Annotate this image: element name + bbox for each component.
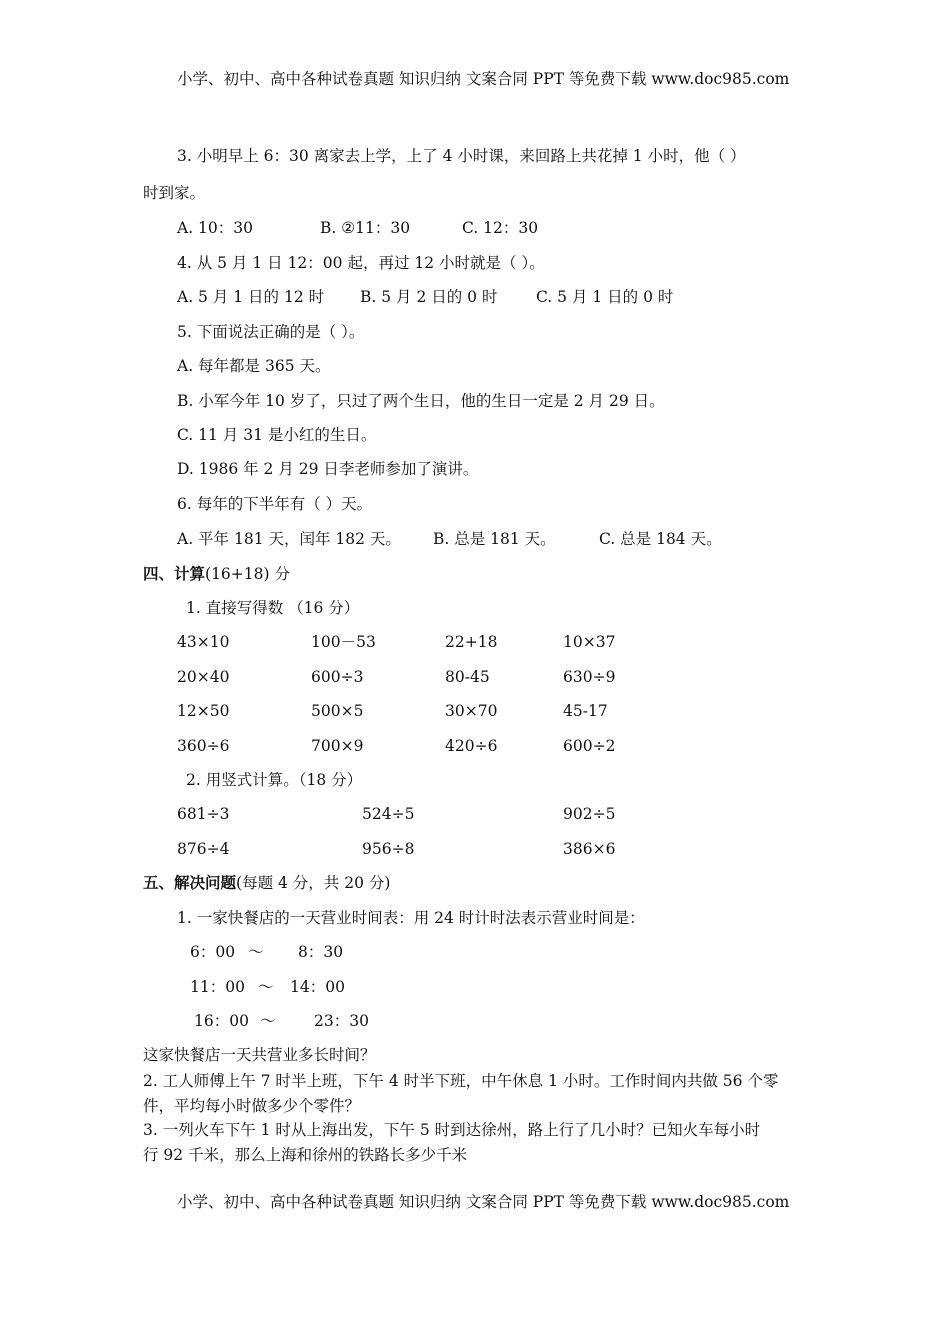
q3-option-c: C. 12：30 [462,219,539,237]
vertical-item: 956÷8 [362,840,415,858]
q4-text: 4. 从 5 月 1 日 12：00 起，再过 12 小时就是（ ）。 [177,254,545,272]
section5-p2-line1: 2. 工人师傅上午 7 时半上班，下午 4 时半下班，中午休息 1 小时。工作时间内共做 56 个零 [143,1072,779,1090]
q6-option-b: B. 总是 181 天。 [433,530,556,548]
vertical-item: 524÷5 [362,805,415,823]
vertical-item: 902÷5 [563,805,616,823]
vertical-item: 876÷4 [177,840,230,858]
mental-item: 10×37 [563,633,616,651]
schedule-end: 23：30 [314,1012,369,1030]
mental-item: 100－53 [311,633,376,651]
q6-options [177,529,837,549]
q3-option-a: A. 10：30 [177,219,253,237]
q3-line2: 时到家。 [143,184,206,202]
section5-p1-question: 这家快餐店一天共营业多长时间？ [143,1046,376,1064]
mental-item: 45-17 [563,702,608,720]
vertical-item: 681÷3 [177,805,230,823]
section4-title: 四、计算 [143,564,206,583]
mental-item: 22+18 [445,633,498,651]
mental-item: 80-45 [445,668,490,686]
mental-item: 43×10 [177,633,230,651]
schedule-end: 14：00 [290,978,345,996]
mental-item: 600÷3 [311,668,364,686]
page-header: 小学、初中、高中各种试卷真题 知识归纳 文案合同 PPT 等免费下载 www.doc985.com [177,70,790,88]
q3-options [177,218,837,238]
section5-p3-line2: 行 92 千米，那么上海和徐州的铁路长多少千米 [143,1146,468,1164]
vertical-row-2 [177,839,837,859]
section5-p1: 1. 一家快餐店的一天营业时间表：用 24 时计时法表示营业时间是： [177,909,645,927]
mental-item: 700×9 [311,737,364,755]
schedule-row-1 [190,942,490,962]
schedule-end: 8：30 [298,943,344,961]
q4-option-c: C. 5 月 1 日的 0 时 [536,288,674,306]
mental-item: 600÷2 [563,737,616,755]
q3-line1: 3. 小明早上 6：30 离家去上学，上了 4 小时课，来回路上共花掉 1 小时，他（ ） [177,147,746,165]
vertical-item: 386×6 [563,840,616,858]
section5-p3-line1: 3. 一列火车下午 1 时从上海出发，下午 5 时到达徐州，路上行了几小时？已知火车每小时 [143,1121,761,1139]
section5-score: (每题 4 分，共 20 分) [236,874,391,892]
q5-option-c: C. 11 月 31 是小红的生日。 [177,426,377,444]
q5-option-d: D. 1986 年 2 月 29 日李老师参加了演讲。 [177,460,479,478]
mental-item: 30×70 [445,702,498,720]
section5-heading [143,873,390,893]
section5-title: 五、解决问题 [143,873,237,892]
mental-row-4 [177,736,837,756]
section4-heading [143,564,290,584]
q4-option-a: A. 5 月 1 日的 12 时 [177,288,325,306]
mental-row-1 [177,632,837,652]
mental-item: 20×40 [177,668,230,686]
mental-item: 360÷6 [177,737,230,755]
q4-options [177,287,837,307]
mental-item: 500×5 [311,702,364,720]
schedule-start: 6：00 [190,943,236,961]
schedule-sep: ～ [258,978,274,996]
q6-option-a: A. 平年 181 天，闰年 182 天。 [177,530,401,548]
schedule-sep: ～ [260,1012,276,1030]
mental-row-3 [177,701,837,721]
q5-option-b: B. 小军今年 10 岁了，只过了两个生日，他的生日一定是 2 月 29 日。 [177,392,665,410]
schedule-start: 11：00 [190,978,245,996]
q3-option-b: B. ②11：30 [320,219,411,237]
section5-p2-line2: 件，平均每小时做多少个零件？ [143,1097,361,1115]
q4-option-b: B. 5 月 2 日的 0 时 [360,288,498,306]
q6-text: 6. 每年的下半年有（ ）天。 [177,495,373,513]
mental-item: 420÷6 [445,737,498,755]
schedule-row-2 [190,977,490,997]
page-footer: 小学、初中、高中各种试卷真题 知识归纳 文案合同 PPT 等免费下载 www.doc985.com [177,1193,790,1211]
q5-option-a: A. 每年都是 365 天。 [177,357,331,375]
section4-score: (16+18) 分 [205,565,290,583]
section4-sub2: 2. 用竖式计算。（18 分） [186,771,363,789]
q6-option-c: C. 总是 184 天。 [599,530,722,548]
q5-text: 5. 下面说法正确的是（ ）。 [177,323,365,341]
schedule-start: 16：00 [194,1012,249,1030]
vertical-row-1 [177,804,837,824]
schedule-row-3 [194,1011,494,1031]
mental-item: 630÷9 [563,668,616,686]
schedule-sep: ～ [248,943,264,961]
mental-row-2 [177,667,837,687]
section4-sub1: 1. 直接写得数 （16 分） [186,599,360,617]
mental-item: 12×50 [177,702,230,720]
